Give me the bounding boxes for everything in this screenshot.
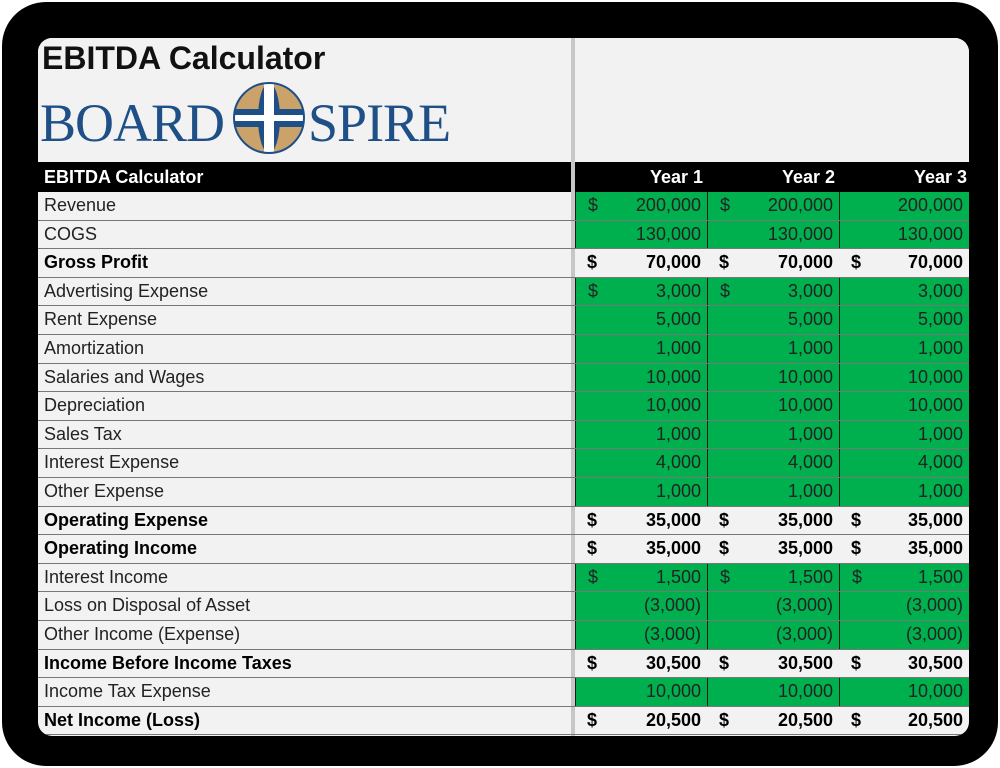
cell-value: 1,500: [917, 566, 963, 587]
year-3-cell[interactable]: [839, 364, 969, 392]
cell-value: 1,000: [917, 423, 963, 444]
cell-value: 35,000: [645, 509, 701, 530]
cell-value: (3,000): [643, 595, 701, 616]
cell-value: 20,500: [777, 709, 833, 730]
year-2-cell[interactable]: [707, 192, 839, 220]
year-1-cell[interactable]: [575, 564, 707, 592]
cell-value: 70,000: [777, 252, 833, 273]
cell-value: 4,000: [655, 452, 701, 473]
year-2-header: Year 2: [781, 167, 835, 187]
year-1-cell[interactable]: [575, 707, 707, 735]
svg-text:BOARD: BOARD: [40, 93, 225, 153]
sheet-header: [38, 38, 969, 162]
year-3-cell[interactable]: [839, 221, 969, 249]
year-3-cell[interactable]: [839, 478, 969, 506]
cell-value: 1,000: [917, 480, 963, 501]
currency-symbol: $: [852, 566, 863, 587]
cell-value: 200,000: [897, 195, 963, 215]
year-1-cell[interactable]: [575, 421, 707, 449]
cell-value: 10,000: [777, 366, 833, 387]
table-row: [38, 650, 969, 679]
row-label: Salaries and Wages: [44, 366, 205, 387]
year-1-cell[interactable]: [575, 392, 707, 420]
cell-value: 3,000: [655, 280, 701, 301]
cell-value: 5,000: [655, 309, 701, 330]
cell-value: 130,000: [767, 223, 833, 244]
cell-value: 1,500: [655, 566, 701, 587]
year-2-cell[interactable]: [707, 364, 839, 392]
currency-symbol: $: [851, 509, 862, 530]
currency-symbol: $: [719, 652, 730, 673]
year-3-cell[interactable]: [839, 507, 969, 535]
currency-symbol: $: [851, 538, 862, 559]
year-1-cell[interactable]: [575, 449, 707, 477]
table-row: [38, 507, 969, 536]
row-label: COGS: [44, 223, 98, 244]
cell-value: 1,000: [655, 480, 701, 501]
cell-value: (3,000): [775, 595, 833, 616]
year-2-cell[interactable]: [707, 678, 839, 706]
year-3-cell[interactable]: [839, 335, 969, 363]
cell-value: 5,000: [917, 309, 963, 330]
year-3-cell[interactable]: [839, 249, 969, 277]
year-1-cell[interactable]: [575, 535, 707, 563]
currency-symbol: $: [588, 280, 599, 301]
cell-value: 200,000: [635, 195, 701, 215]
table-row: [38, 449, 969, 478]
table-row: [38, 478, 969, 507]
cell-value: 35,000: [907, 509, 963, 530]
currency-symbol: $: [720, 195, 731, 215]
cell-value: 10,000: [777, 681, 833, 702]
year-1-cell[interactable]: [575, 306, 707, 334]
table-row: [38, 249, 969, 278]
year-1-header: Year 1: [649, 167, 703, 187]
cell-value: 3,000: [787, 280, 833, 301]
table-header-label: EBITDA Calculator: [44, 167, 204, 187]
year-2-cell[interactable]: [707, 221, 839, 249]
currency-symbol: $: [851, 652, 862, 673]
year-3-cell[interactable]: [839, 678, 969, 706]
cell-value: 70,000: [645, 252, 701, 273]
cell-value: 20,500: [907, 709, 963, 730]
year-2-cell[interactable]: [707, 392, 839, 420]
table-row: [38, 221, 969, 250]
cell-value: 1,000: [655, 423, 701, 444]
table-header-row: [38, 162, 969, 192]
year-2-cell[interactable]: [707, 478, 839, 506]
year-3-cell[interactable]: [839, 421, 969, 449]
row-label: Rent Expense: [44, 309, 158, 330]
spreadsheet-screen: [38, 38, 969, 736]
year-3-header: Year 3: [913, 167, 967, 187]
cell-value: 10,000: [907, 395, 963, 416]
currency-symbol: $: [719, 538, 730, 559]
year-3-cell[interactable]: [839, 707, 969, 735]
row-label: Loss on Disposal of Asset: [44, 595, 251, 616]
row-label: Amortization: [44, 337, 145, 358]
cell-value: 4,000: [917, 452, 963, 473]
cell-value: 10,000: [645, 366, 701, 387]
table-row: [38, 535, 969, 564]
boardspire-logo: [38, 78, 458, 158]
year-2-cell[interactable]: [707, 278, 839, 306]
currency-symbol: $: [587, 709, 598, 730]
year-1-cell[interactable]: [575, 364, 707, 392]
cell-value: 70,000: [907, 252, 963, 273]
table-row: [38, 621, 969, 650]
cell-value: 30,500: [645, 652, 701, 673]
year-2-cell[interactable]: [707, 650, 839, 678]
year-2-cell[interactable]: [707, 707, 839, 735]
row-label: Net Income (Loss): [44, 709, 201, 730]
cell-value: 30,500: [777, 652, 833, 673]
cell-value: 1,500: [787, 566, 833, 587]
year-2-cell[interactable]: [707, 449, 839, 477]
currency-symbol: $: [719, 709, 730, 730]
row-label: Sales Tax: [44, 423, 122, 444]
row-label: Other Expense: [44, 480, 165, 501]
row-label: Income Tax Expense: [44, 681, 211, 702]
table-row: [38, 564, 969, 593]
cell-value: 35,000: [907, 538, 963, 559]
cell-value: (3,000): [905, 595, 963, 616]
year-2-cell[interactable]: [707, 249, 839, 277]
cell-value: 1,000: [787, 337, 833, 358]
year-1-cell[interactable]: [575, 507, 707, 535]
year-1-cell[interactable]: [575, 650, 707, 678]
currency-symbol: $: [851, 252, 862, 273]
table-row: [38, 421, 969, 450]
year-1-cell[interactable]: [575, 221, 707, 249]
svg-text:SPIRE: SPIRE: [308, 93, 451, 153]
table-row: [38, 592, 969, 621]
year-3-cell[interactable]: [839, 449, 969, 477]
cell-value: 1,000: [917, 337, 963, 358]
table-row: [38, 306, 969, 335]
cell-value: 5,000: [787, 309, 833, 330]
cell-value: 130,000: [897, 223, 963, 244]
cell-value: 20,500: [645, 709, 701, 730]
year-1-cell[interactable]: [575, 592, 707, 620]
cell-value: 200,000: [767, 195, 833, 215]
cell-value: (3,000): [905, 623, 963, 644]
year-2-cell[interactable]: [707, 535, 839, 563]
cell-value: 130,000: [635, 223, 701, 244]
currency-symbol: $: [720, 566, 731, 587]
table-row: [38, 335, 969, 364]
cell-value: 30,500: [907, 652, 963, 673]
row-label: Operating Income: [44, 538, 198, 559]
row-label: Advertising Expense: [44, 280, 209, 301]
row-label: Other Income (Expense): [44, 623, 241, 644]
device-frame: [2, 2, 998, 766]
cell-value: 35,000: [777, 538, 833, 559]
year-2-cell[interactable]: [707, 592, 839, 620]
cell-value: 1,000: [787, 480, 833, 501]
year-2-cell[interactable]: [707, 564, 839, 592]
currency-symbol: $: [587, 652, 598, 673]
currency-symbol: $: [588, 566, 599, 587]
cell-value: 10,000: [777, 395, 833, 416]
year-1-cell[interactable]: [575, 249, 707, 277]
year-3-cell[interactable]: [839, 592, 969, 620]
cell-value: 3,000: [917, 280, 963, 301]
cell-value: 35,000: [645, 538, 701, 559]
table-row: [38, 392, 969, 421]
year-3-cell[interactable]: [839, 192, 969, 220]
year-3-cell[interactable]: [839, 392, 969, 420]
currency-symbol: $: [719, 509, 730, 530]
year-1-cell[interactable]: [575, 678, 707, 706]
cell-value: 4,000: [787, 452, 833, 473]
cell-value: 10,000: [907, 366, 963, 387]
year-1-cell[interactable]: [575, 192, 707, 220]
app-title: EBITDA Calculator: [42, 40, 326, 76]
cell-value: (3,000): [775, 623, 833, 644]
row-label: Gross Profit: [44, 252, 149, 273]
year-2-cell[interactable]: [707, 335, 839, 363]
row-label: Interest Expense: [44, 452, 180, 473]
currency-symbol: $: [851, 709, 862, 730]
year-1-cell[interactable]: [575, 478, 707, 506]
currency-symbol: $: [588, 195, 599, 215]
row-label: Depreciation: [44, 395, 146, 416]
year-3-cell[interactable]: [839, 278, 969, 306]
year-3-cell[interactable]: [839, 621, 969, 649]
row-label: Revenue: [44, 195, 117, 215]
year-3-cell[interactable]: [839, 535, 969, 563]
table-row: [38, 278, 969, 307]
year-2-cell[interactable]: [707, 621, 839, 649]
currency-symbol: $: [587, 538, 598, 559]
cell-value: 10,000: [645, 395, 701, 416]
year-1-cell[interactable]: [575, 335, 707, 363]
table-row: [38, 678, 969, 707]
year-3-cell[interactable]: [839, 650, 969, 678]
year-1-cell[interactable]: [575, 278, 707, 306]
currency-symbol: $: [587, 252, 598, 273]
cell-value: (3,000): [643, 623, 701, 644]
year-2-cell[interactable]: [707, 306, 839, 334]
cell-value: 35,000: [777, 509, 833, 530]
row-label: Operating Expense: [44, 509, 209, 530]
currency-symbol: $: [720, 280, 731, 301]
globe-icon: [234, 83, 304, 153]
year-1-cell[interactable]: [575, 621, 707, 649]
year-2-cell[interactable]: [707, 421, 839, 449]
cell-value: 10,000: [645, 681, 701, 702]
year-3-cell[interactable]: [839, 564, 969, 592]
table-row: [38, 364, 969, 393]
table-row: [38, 707, 969, 736]
year-2-cell[interactable]: [707, 507, 839, 535]
currency-symbol: $: [719, 252, 730, 273]
table-body: [38, 192, 969, 735]
table-row: [38, 192, 969, 221]
year-3-cell[interactable]: [839, 306, 969, 334]
currency-symbol: $: [587, 509, 598, 530]
row-label: Interest Income: [44, 566, 169, 587]
header-separator: [571, 162, 575, 192]
cell-value: 1,000: [787, 423, 833, 444]
cell-value: 1,000: [655, 337, 701, 358]
cell-value: 10,000: [907, 681, 963, 702]
row-label: Income Before Income Taxes: [44, 652, 292, 673]
